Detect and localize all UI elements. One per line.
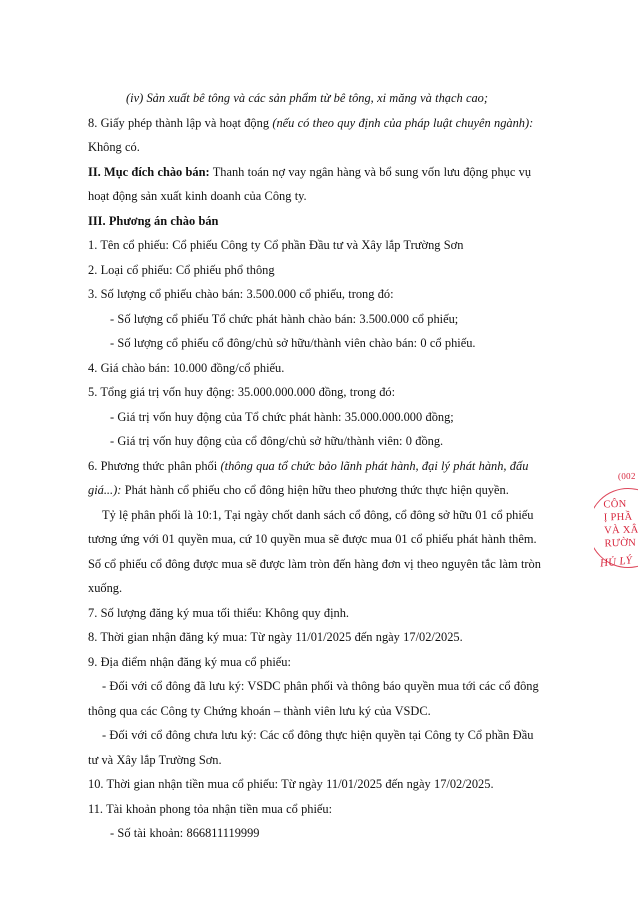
doc-line-text: Thanh toán nợ vay ngân hàng và bổ sung vốn lưu động phục vụ bbox=[209, 164, 532, 179]
doc-line: Số cổ phiếu cổ đông được mua sẽ được làm tròn đến hàng đơn vị theo nguyên tắc làm tròn bbox=[88, 556, 541, 571]
doc-line: - Đối với cổ đông chưa lưu ký: Các cổ đông thực hiện quyền tại Công ty Cổ phần Đầu bbox=[102, 728, 534, 742]
doc-line: 9. Địa điểm nhận đăng ký mua cổ phiếu: bbox=[88, 654, 291, 669]
doc-line: Tỷ lệ phân phối là 10:1, Tại ngày chốt danh sách cổ đông, cổ đông sở hữu 01 cổ phiếu bbox=[102, 507, 534, 522]
doc-line: 3. Số lượng cổ phiếu chào bán: 3.500.000 cổ phiếu, trong đó: bbox=[88, 287, 394, 301]
seal-line-4: RƯỜN bbox=[603, 537, 636, 550]
seal-line-1: CÔN bbox=[602, 498, 627, 511]
doc-line-italic: (nếu có theo quy định của pháp luật chuyên ngành): bbox=[272, 115, 534, 130]
doc-line: - Số tài khoản: 866811119999 bbox=[110, 826, 260, 840]
doc-line: - Số lượng cổ phiếu cổ đông/chủ sở hữu/thành viên chào bán: 0 cổ phiếu. bbox=[110, 336, 476, 350]
doc-line: 11. Tài khoản phong tỏa nhận tiền mua cổ phiếu: bbox=[88, 801, 333, 816]
doc-line: 2. Loại cổ phiếu: Cổ phiếu phổ thông bbox=[88, 262, 275, 277]
doc-line: - Giá trị vốn huy động của cổ đông/chủ sở hữu/thành viên: 0 đồng. bbox=[110, 434, 444, 448]
doc-line: tư và Xây lắp Trường Sơn. bbox=[88, 752, 222, 767]
doc-line bbox=[88, 456, 554, 478]
doc-line: 10. Thời gian nhận tiền mua cổ phiếu: Từ ngày 11/01/2025 đến ngày 17/02/2025. bbox=[88, 777, 494, 791]
document-body bbox=[88, 88, 554, 848]
seal-signature: HỦ LÝ bbox=[599, 554, 633, 570]
doc-line: thông qua các Công ty Chứng khoán – thành viên lưu ký của VSDC. bbox=[88, 703, 431, 718]
doc-line: 7. Số lượng đăng ký mua tối thiểu: Không quy định. bbox=[88, 605, 350, 620]
doc-line: 8. Thời gian nhận đăng ký mua: Từ ngày 11/01/2025 đến ngày 17/02/2025. bbox=[88, 630, 463, 644]
doc-line: Không có. bbox=[88, 140, 140, 154]
doc-line-italic: (thông qua tổ chức bảo lãnh phát hành, đại lý phát hành, đấu bbox=[220, 458, 529, 473]
doc-heading: III. Phương án chào bán bbox=[88, 213, 219, 228]
doc-line-text: 8. Giấy phép thành lập và hoạt động bbox=[88, 115, 273, 130]
doc-line: xuống. bbox=[88, 581, 123, 595]
doc-line: 4. Giá chào bán: 10.000 đồng/cổ phiếu. bbox=[88, 360, 285, 375]
doc-line: - Đối với cổ đông đã lưu ký: VSDC phân phối và thông báo quyền mua tới các cổ đông bbox=[102, 679, 539, 693]
doc-line: tương ứng với 01 quyền mua, cứ 10 quyền mua sẽ được mua 01 cổ phiếu phát hành thêm. bbox=[88, 532, 537, 546]
doc-line: 1. Tên cổ phiếu: Cổ phiếu Công ty Cổ phần Đầu tư và Xây lắp Trường Sơn bbox=[88, 238, 464, 252]
doc-line-text: 6. Phương thức phân phối bbox=[88, 458, 221, 473]
doc-line: - Giá trị vốn huy động của Tổ chức phát hành: 35.000.000.000 đồng; bbox=[110, 409, 454, 424]
doc-line: (iv) Sản xuất bê tông và các sản phẩm từ bê tông, xi măng và thạch cao; bbox=[126, 91, 488, 105]
doc-line: - Số lượng cổ phiếu Tổ chức phát hành chào bán: 3.500.000 cổ phiếu; bbox=[110, 311, 459, 326]
doc-line: 5. Tổng giá trị vốn huy động: 35.000.000.000 đồng, trong đó: bbox=[88, 385, 396, 399]
doc-line bbox=[88, 113, 554, 135]
doc-line bbox=[88, 480, 554, 502]
doc-line-italic: giá...): bbox=[88, 483, 122, 497]
seal-number: (002 bbox=[618, 470, 637, 482]
seal-line-2: Ị PHẦ bbox=[603, 511, 633, 524]
doc-line: hoạt động sản xuất kinh doanh của Công ty. bbox=[88, 189, 307, 203]
doc-line-text: Phát hành cổ phiếu cho cổ đông hiện hữu theo phương thức thực hiện quyền. bbox=[121, 483, 509, 497]
company-seal-stamp bbox=[594, 470, 638, 580]
doc-line bbox=[88, 162, 554, 184]
doc-line-bold: II. Mục đích chào bán: bbox=[88, 164, 210, 179]
seal-text bbox=[603, 498, 638, 551]
seal-line-3: VÀ XÂ bbox=[603, 524, 638, 537]
